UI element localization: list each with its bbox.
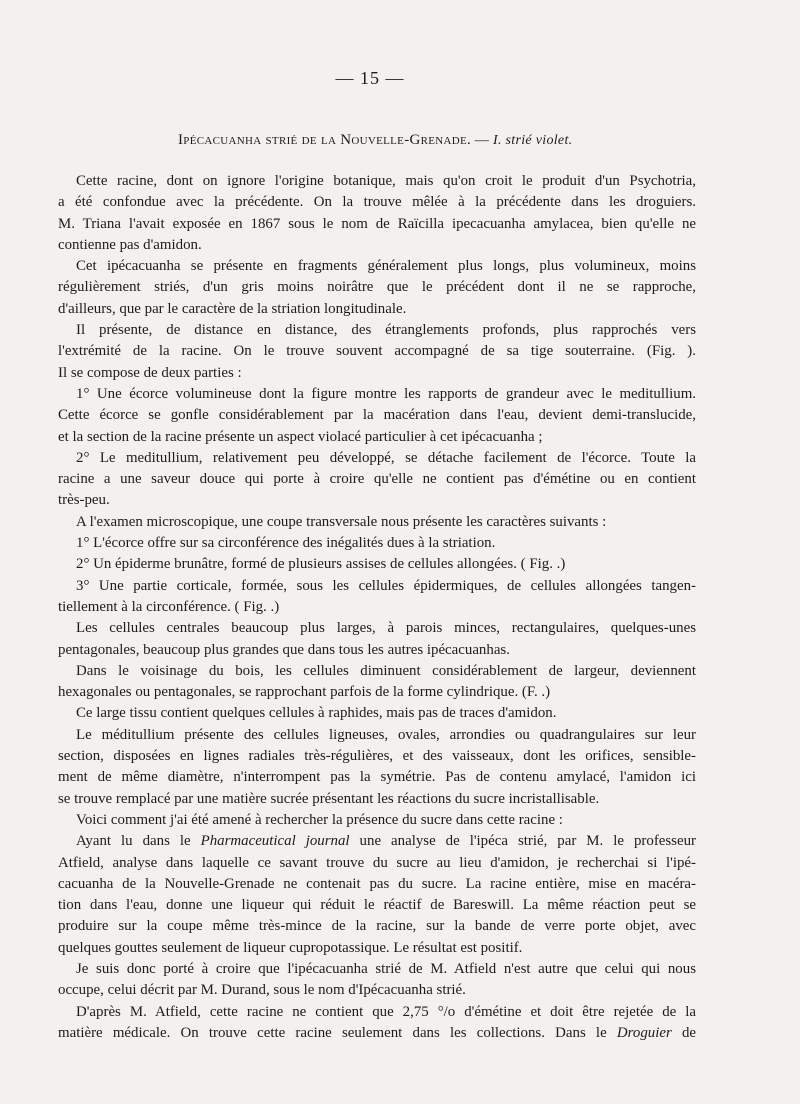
text-line-content: matière médicale. On trouve cette racine seulement dans les collections. Dans le bbox=[58, 1024, 617, 1041]
text-line bbox=[58, 916, 696, 937]
text-line-content: section, disposées en lignes radiales très-régulières, et des vaisseaux, dont les orifices, sensible- bbox=[58, 748, 696, 765]
text-line bbox=[58, 746, 696, 767]
text-line bbox=[58, 214, 696, 235]
text-line-content: une analyse de l'ipéca strié, par M. le professeur bbox=[349, 833, 696, 850]
text-line bbox=[58, 277, 696, 298]
text-line bbox=[58, 341, 696, 362]
text-line bbox=[58, 469, 696, 490]
text-line-content: 1° L'écorce offre sur sa circonférence des inégalités dues à la striation. bbox=[76, 535, 496, 552]
text-line bbox=[58, 533, 696, 554]
text-line bbox=[58, 618, 696, 639]
text-line bbox=[58, 554, 696, 575]
text-line bbox=[58, 895, 696, 916]
text-line bbox=[58, 1002, 696, 1023]
text-line-content: produire sur la coupe même très-mince de la racine, sur la bande de verre porte objet, avec bbox=[58, 918, 696, 935]
text-line bbox=[58, 256, 696, 277]
text-line bbox=[58, 1023, 696, 1044]
text-line-content: pentagonales, beaucoup plus grandes que dans tous les autres ipécacuanhas. bbox=[58, 641, 510, 658]
text-line-content: de bbox=[671, 1024, 696, 1041]
text-line-content: se trouve remplacé par une matière sucrée présentant les réactions du sucre incristallisable. bbox=[58, 790, 600, 807]
text-line bbox=[58, 597, 696, 618]
text-line-content: et la section de la racine présente un aspect violacé particulier à cet ipécacuanha ; bbox=[58, 428, 543, 445]
text-line-content: tiellement à la circonférence. ( Fig. .) bbox=[58, 598, 280, 615]
page-number: — 15 — bbox=[335, 68, 405, 88]
text-line-content: 2° Le meditullium, relativement peu développé, se détache facilement de l'écorce. Toute la bbox=[76, 449, 696, 466]
text-line bbox=[58, 512, 696, 533]
text-line-content: ment de même diamètre, n'interrompent pas la symétrie. Pas de contenu amylacé, l'amidon ici bbox=[58, 769, 696, 786]
text-line-content: Il présente, de distance en distance, des étranglements profonds, plus rapprochés vers bbox=[76, 322, 696, 339]
text-line-content: M. Triana l'avait exposée en 1867 sous le nom de Raïcilla ipecacuanha amylacea, bien qu'elle ne bbox=[58, 215, 696, 232]
text-line-content: a été confondue avec la précédente. On la trouve mêlée à la précédente dans les droguiers. bbox=[58, 194, 696, 211]
text-line bbox=[58, 405, 696, 426]
running-head-separator: — bbox=[471, 133, 493, 148]
text-line-content: quelques gouttes seulement de liqueur cupropotassique. Le résultat est positif. bbox=[58, 939, 523, 956]
text-line bbox=[58, 192, 696, 213]
text-line-content: Atfield, analyse dans laquelle ce savant trouve du sucre au lieu d'amidon, je recherchai si l'ipé- bbox=[58, 854, 696, 871]
text-line-content: 2° Un épiderme brunâtre, formé de plusieurs assises de cellules allongées. ( Fig. .) bbox=[76, 556, 566, 573]
body-text bbox=[58, 171, 696, 1044]
text-line-content: Il se compose de deux parties : bbox=[58, 364, 242, 381]
text-line bbox=[58, 703, 696, 724]
text-line-content: Les cellules centrales beaucoup plus larges, à parois minces, rectangulaires, quelques-unes bbox=[76, 620, 696, 637]
text-line bbox=[58, 980, 696, 1001]
text-line-content: d'ailleurs, que par le caractère de la striation longitudinale. bbox=[58, 300, 407, 317]
text-line-content: racine a une saveur douce qui porte à croire qu'elle ne contient pas d'émétine ou en contient bbox=[58, 471, 696, 488]
text-line-italic: Pharmaceutical journal bbox=[200, 833, 350, 850]
text-line bbox=[58, 576, 696, 597]
text-line bbox=[58, 789, 696, 810]
text-line-content: régulièrement striés, d'un gris moins noirâtre que le précédent dont il ne se rapproche, bbox=[58, 279, 696, 296]
text-line-content: Cet ipécacuanha se présente en fragments généralement plus longs, plus volumineux, moins bbox=[76, 258, 696, 275]
text-line-content: contienne pas d'amidon. bbox=[58, 236, 202, 253]
text-line-content: Dans le voisinage du bois, les cellules diminuent considérablement de largeur, deviennent bbox=[76, 662, 696, 679]
text-line bbox=[58, 831, 696, 852]
text-line bbox=[58, 938, 696, 959]
text-line-content: D'après M. Atfield, cette racine ne contient que 2,75 °/o d'émétine et doit être rejetée de la bbox=[76, 1003, 696, 1020]
text-line-content: Cette racine, dont on ignore l'origine botanique, mais qu'on croit le produit d'un Psychotria, bbox=[76, 173, 696, 189]
text-line bbox=[58, 640, 696, 661]
text-line-content: A l'examen microscopique, une coupe transversale nous présente les caractères suivants : bbox=[76, 513, 607, 530]
text-line-content: cacuanha de la Nouvelle-Grenade ne contenait pas du sucre. La racine entière, mise en macéra- bbox=[58, 875, 696, 892]
running-head-title: Ipécacuanha strié de la Nouvelle-Grenade. bbox=[178, 132, 472, 148]
text-line-content: Voici comment j'ai été amené à rechercher la présence du sucre dans cette racine : bbox=[76, 811, 563, 828]
text-line-italic: Droguier bbox=[616, 1024, 672, 1041]
running-head-subtitle: I. strié violet. bbox=[492, 133, 573, 148]
text-line bbox=[58, 448, 696, 469]
text-line-content: Cette écorce se gonfle considérablement par la macération dans l'eau, devient demi-translucide, bbox=[58, 407, 696, 424]
text-line-content: Ayant lu dans le bbox=[76, 833, 201, 850]
text-line bbox=[58, 853, 696, 874]
text-line bbox=[58, 767, 696, 788]
text-line-content: hexagonales ou pentagonales, se rapprochant parfois de la forme cylindrique. (F. .) bbox=[58, 684, 551, 701]
text-line bbox=[58, 682, 696, 703]
text-line bbox=[58, 725, 696, 746]
running-head bbox=[178, 132, 572, 149]
text-line-content: Le méditullium présente des cellules ligneuses, ovales, arrondies ou quadrangulaires sur leur bbox=[76, 726, 696, 743]
text-line bbox=[58, 363, 696, 384]
text-line bbox=[58, 427, 696, 448]
text-line bbox=[58, 299, 696, 320]
text-line bbox=[58, 384, 696, 405]
text-line-content: 3° Une partie corticale, formée, sous les cellules épidermiques, de cellules allongées tangen- bbox=[76, 577, 696, 594]
text-line-content: tion dans l'eau, donne une liqueur qui réduit le réactif de Bareswill. La même réaction peut se bbox=[58, 897, 696, 914]
text-line bbox=[58, 810, 696, 831]
text-line bbox=[58, 874, 696, 895]
text-line-content: Je suis donc porté à croire que l'ipécacuanha strié de M. Atfield n'est autre que celui qui nous bbox=[76, 960, 696, 977]
text-line-content: occupe, celui décrit par M. Durand, sous le nom d'Ipécacuanha strié. bbox=[58, 982, 466, 999]
text-line bbox=[58, 171, 696, 192]
text-line-content: 1° Une écorce volumineuse dont la figure montre les rapports de grandeur avec le meditullium. bbox=[76, 385, 696, 402]
text-line bbox=[58, 320, 696, 341]
text-line-content: très-peu. bbox=[58, 492, 110, 509]
text-line-content: l'extrémité de la racine. On le trouve souvent accompagné de sa tige souterraine. (Fig. ). bbox=[58, 343, 696, 360]
text-line-content: Ce large tissu contient quelques cellules à raphides, mais pas de traces d'amidon. bbox=[76, 705, 557, 722]
text-line bbox=[58, 661, 696, 682]
text-line bbox=[58, 235, 696, 256]
text-line bbox=[58, 490, 696, 511]
text-line bbox=[58, 959, 696, 980]
